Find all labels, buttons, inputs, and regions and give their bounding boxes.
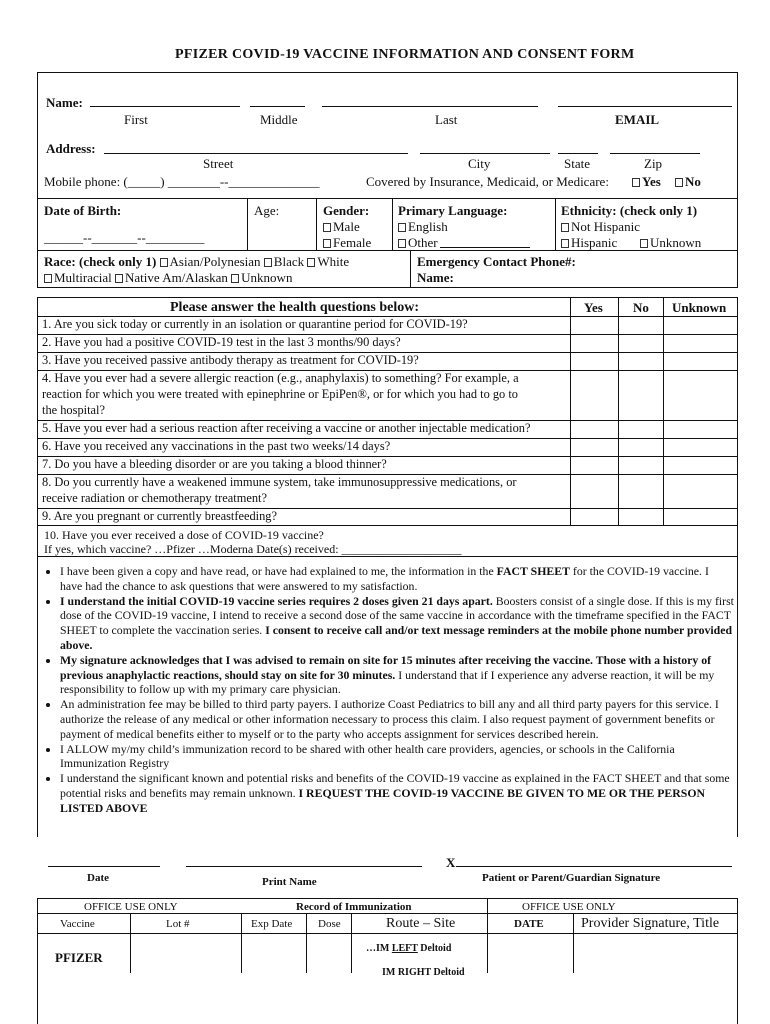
print-name-field[interactable] bbox=[186, 866, 422, 867]
answer-unknown-cell[interactable] bbox=[664, 421, 737, 438]
date-field[interactable] bbox=[48, 866, 160, 867]
age-label: Age: bbox=[254, 203, 280, 218]
question-text: 4. Have you ever had a severe allergic reaction (e.g., anaphylaxis) to something? For example, a bbox=[42, 371, 519, 385]
ethnicity-hispanic-option[interactable]: Hispanic bbox=[561, 235, 617, 250]
col-no: No bbox=[633, 300, 649, 315]
consent-item: • I ALLOW my/my child’s immunization record to be shared with other health care providers, agencies, or schools in the California Immunization Registry bbox=[60, 742, 734, 772]
ethnicity-not-hispanic-option[interactable]: Not Hispanic bbox=[561, 219, 640, 234]
answer-no-cell[interactable] bbox=[619, 439, 663, 456]
answer-unknown-cell[interactable] bbox=[664, 509, 737, 526]
answer-unknown-cell[interactable] bbox=[664, 439, 737, 456]
col-date: DATE bbox=[514, 918, 544, 930]
race-row-1: Race: (check only 1) Asian/Polynesian Black White bbox=[44, 254, 350, 269]
dob-label: Date of Birth: bbox=[44, 203, 122, 218]
divider bbox=[306, 913, 307, 973]
emergency-name-label: Name: bbox=[417, 270, 454, 285]
col-unknown: Unknown bbox=[672, 300, 727, 315]
name-label: Name: bbox=[46, 95, 83, 110]
date-label: Date bbox=[87, 872, 109, 884]
answer-yes-cell[interactable] bbox=[571, 421, 618, 438]
col-vaccine: Vaccine bbox=[60, 918, 95, 930]
checkbox-icon bbox=[398, 223, 406, 232]
checkbox-icon bbox=[160, 258, 168, 267]
question-text: reaction for which you were treated with epinephrine or EpiPen®, or for which you had to go to bbox=[42, 387, 518, 401]
answer-unknown-cell[interactable] bbox=[664, 317, 737, 334]
question-text: 7. Do you have a bleeding disorder or are you taking a blood thinner? bbox=[42, 457, 387, 471]
divider bbox=[410, 250, 411, 288]
question-text: 2. Have you had a positive COVID-19 test in the last 3 months/90 days? bbox=[42, 335, 401, 349]
question-10-line-1: 10. Have you ever received a dose of COVID-19 vaccine? bbox=[44, 528, 324, 542]
question-text: receive radiation or chemotherapy treatment? bbox=[42, 491, 267, 505]
question-text: 5. Have you ever had a serious reaction after receiving a vaccine or another injectable medication? bbox=[42, 421, 531, 435]
answer-unknown-cell[interactable] bbox=[664, 457, 737, 474]
city-field[interactable] bbox=[420, 153, 550, 154]
answer-unknown-cell[interactable] bbox=[664, 475, 737, 508]
office-use-label: OFFICE USE ONLY bbox=[84, 901, 178, 913]
race-unknown-option[interactable]: Unknown bbox=[231, 270, 292, 285]
col-dose: Dose bbox=[318, 918, 341, 930]
street-label: Street bbox=[203, 156, 234, 171]
answer-no-cell[interactable] bbox=[619, 371, 663, 420]
answer-unknown-cell[interactable] bbox=[664, 353, 737, 370]
insurance-no-option[interactable]: No bbox=[675, 174, 701, 189]
race-black-option[interactable]: Black bbox=[264, 254, 304, 269]
divider bbox=[573, 913, 574, 973]
emergency-phone-label: Emergency Contact Phone#: bbox=[417, 254, 576, 269]
divider bbox=[37, 250, 738, 251]
signature-label: Patient or Parent/Guardian Signature bbox=[482, 872, 661, 884]
divider bbox=[247, 198, 248, 250]
checkbox-icon bbox=[44, 274, 52, 283]
dob-field[interactable]: ______--_______--_________ bbox=[44, 230, 205, 245]
state-label: State bbox=[564, 156, 590, 171]
checkbox-icon bbox=[323, 223, 331, 232]
gender-male-option[interactable]: Male bbox=[323, 219, 360, 234]
language-label: Primary Language: bbox=[398, 203, 508, 218]
checkbox-icon bbox=[561, 239, 569, 248]
divider bbox=[37, 933, 738, 934]
col-lot: Lot # bbox=[166, 918, 190, 930]
answer-no-cell[interactable] bbox=[619, 421, 663, 438]
col-provider-signature: Provider Signature, Title bbox=[581, 916, 720, 931]
question-text: 3. Have you received passive antibody therapy as treatment for COVID-19? bbox=[42, 353, 419, 367]
divider bbox=[316, 198, 317, 250]
state-field[interactable] bbox=[558, 153, 598, 154]
checkbox-icon bbox=[561, 223, 569, 232]
zip-label: Zip bbox=[644, 156, 663, 171]
insurance-question: Covered by Insurance, Medicaid, or Medicare: bbox=[366, 174, 609, 189]
gender-female-option[interactable]: Female bbox=[323, 235, 371, 250]
language-other-option[interactable]: Other bbox=[398, 235, 438, 250]
last-name-field[interactable] bbox=[322, 106, 538, 107]
checkbox-icon bbox=[640, 239, 648, 248]
checkbox-icon bbox=[323, 239, 331, 248]
consent-list bbox=[38, 564, 734, 816]
checkbox-icon bbox=[307, 258, 315, 267]
consent-item: • An administration fee may be billed to third party payers. I authorize Coast Pediatrics to bill any and all third party payers for this service. I authorize the release of any medical or other information necessary to process this claim. I also request payment of government benefits or payment of medical benefits either to myself or to the party who accepts assignment for services described herein. bbox=[60, 697, 734, 741]
zip-field[interactable] bbox=[610, 153, 700, 154]
race-asian-option[interactable]: Asian/Polynesian bbox=[160, 254, 261, 269]
divider bbox=[37, 525, 738, 526]
divider bbox=[241, 913, 242, 973]
consent-item: • I have been given a copy and have read, or have had explained to me, the information in the FACT SHEET for the COVID-19 vaccine. I have had the chance to ask questions that were answered to my satisfaction. bbox=[60, 564, 734, 594]
x-mark: X bbox=[446, 855, 456, 870]
first-name-field[interactable] bbox=[90, 106, 240, 107]
gender-label: Gender: bbox=[323, 203, 370, 218]
middle-label: Middle bbox=[260, 112, 298, 127]
answer-no-cell[interactable] bbox=[619, 317, 663, 334]
middle-name-field[interactable] bbox=[250, 106, 305, 107]
consent-item: • I understand the significant known and potential risks and benefits of the COVID-19 vaccine as explained in the FACT SHEET and that some potential risks and benefits may remain unknown. I REQUEST THE COVID-19 VACCINE BE GIVEN TO ME OR THE PERSON LISTED ABOVE bbox=[60, 771, 734, 815]
language-other-field[interactable] bbox=[440, 247, 530, 248]
col-yes: Yes bbox=[584, 300, 603, 315]
route-left-deltoid[interactable]: …IM LEFT Deltoid bbox=[366, 943, 452, 954]
divider bbox=[392, 198, 393, 250]
answer-yes-cell[interactable] bbox=[571, 353, 618, 370]
divider bbox=[555, 198, 556, 250]
divider bbox=[37, 198, 738, 199]
checkbox-icon bbox=[264, 258, 272, 267]
question-text: the hospital? bbox=[42, 403, 105, 417]
checkbox-icon bbox=[231, 274, 239, 283]
col-exp-date: Exp Date bbox=[251, 918, 293, 930]
health-heading: Please answer the health questions below: bbox=[170, 300, 420, 315]
answer-no-cell[interactable] bbox=[619, 475, 663, 508]
checkbox-icon bbox=[675, 178, 683, 187]
office-use-label-2: OFFICE USE ONLY bbox=[522, 901, 616, 913]
question-10-line-2[interactable]: If yes, which vaccine? …Pfizer …Moderna Date(s) received: ____________________ bbox=[44, 542, 462, 556]
answer-no-cell[interactable] bbox=[619, 353, 663, 370]
race-row-2 bbox=[44, 270, 292, 285]
consent-item: • I understand the initial COVID-19 vaccine series requires 2 doses given 21 days apart. Boosters consist of a single dose. If this is my first dose of the COVID-19 vaccine, I intend to receive a second dose of the same vaccine in accordance with the timeframe specified in the FACT SHEET to complete the vaccination series. I consent to receive call and/or text message reminders at the mobile phone number provided above. bbox=[60, 594, 734, 653]
record-heading: Record of Immunization bbox=[296, 901, 412, 913]
answer-unknown-cell[interactable] bbox=[664, 371, 737, 420]
signature-field[interactable] bbox=[456, 866, 732, 867]
city-label: City bbox=[468, 156, 491, 171]
race-native-option[interactable]: Native Am/Alaskan bbox=[115, 270, 228, 285]
first-label: First bbox=[124, 112, 148, 127]
insurance-yes-option[interactable]: Yes bbox=[632, 174, 661, 189]
checkbox-icon bbox=[115, 274, 123, 283]
divider bbox=[130, 913, 131, 973]
question-text: 1. Are you sick today or currently in an isolation or quarantine period for COVID-19? bbox=[42, 317, 468, 331]
consent-item: • My signature acknowledges that I was advised to remain on site for 15 minutes after receiving the vaccine. Those with a history of previous anaphylactic reactions, should stay on site for 30 minutes. I understand that if I experience any adverse reaction, it will be my responsibility to follow up with my primary care physician. bbox=[60, 653, 734, 697]
answer-no-cell[interactable] bbox=[619, 509, 663, 526]
answer-yes-cell[interactable] bbox=[571, 509, 618, 526]
language-english-option[interactable]: English bbox=[398, 219, 448, 234]
race-multiracial-option[interactable]: Multiracial bbox=[44, 270, 112, 285]
answer-yes-cell[interactable] bbox=[571, 371, 618, 420]
answer-no-cell[interactable] bbox=[619, 457, 663, 474]
question-text: 6. Have you received any vaccinations in the past two weeks/14 days? bbox=[42, 439, 391, 453]
divider bbox=[351, 913, 352, 973]
address-label: Address: bbox=[46, 141, 96, 156]
print-name-label: Print Name bbox=[262, 876, 317, 888]
divider bbox=[487, 898, 488, 973]
form-title: PFIZER COVID-19 VACCINE INFORMATION AND CONSENT FORM bbox=[175, 47, 635, 62]
question-text: 8. Do you currently have a weakened immune system, take immunosuppressive medications, or bbox=[42, 475, 517, 489]
question-text: 9. Are you pregnant or currently breastfeeding? bbox=[42, 509, 277, 523]
answer-yes-cell[interactable] bbox=[571, 475, 618, 508]
email-field[interactable] bbox=[558, 106, 732, 107]
answer-yes-cell[interactable] bbox=[571, 457, 618, 474]
street-field[interactable] bbox=[104, 153, 408, 154]
race-white-option[interactable]: White bbox=[307, 254, 349, 269]
email-label: EMAIL bbox=[615, 112, 660, 127]
checkbox-icon bbox=[398, 239, 406, 248]
answer-unknown-cell[interactable] bbox=[664, 335, 737, 352]
ethnicity-label: Ethnicity: (check only 1) bbox=[561, 203, 698, 218]
answer-yes-cell[interactable] bbox=[571, 439, 618, 456]
answer-yes-cell[interactable] bbox=[571, 335, 618, 352]
answer-no-cell[interactable] bbox=[619, 335, 663, 352]
col-route-site: Route – Site bbox=[386, 916, 456, 931]
vaccine-pfizer: PFIZER bbox=[55, 950, 103, 965]
ethnicity-unknown-option[interactable]: Unknown bbox=[640, 235, 701, 250]
last-label: Last bbox=[435, 112, 458, 127]
route-right-deltoid[interactable]: IM RIGHT Deltoid bbox=[382, 967, 465, 978]
checkbox-icon bbox=[632, 178, 640, 187]
mobile-phone-field[interactable]: Mobile phone: (_____) ________--______________ bbox=[44, 174, 320, 189]
answer-yes-cell[interactable] bbox=[571, 317, 618, 334]
